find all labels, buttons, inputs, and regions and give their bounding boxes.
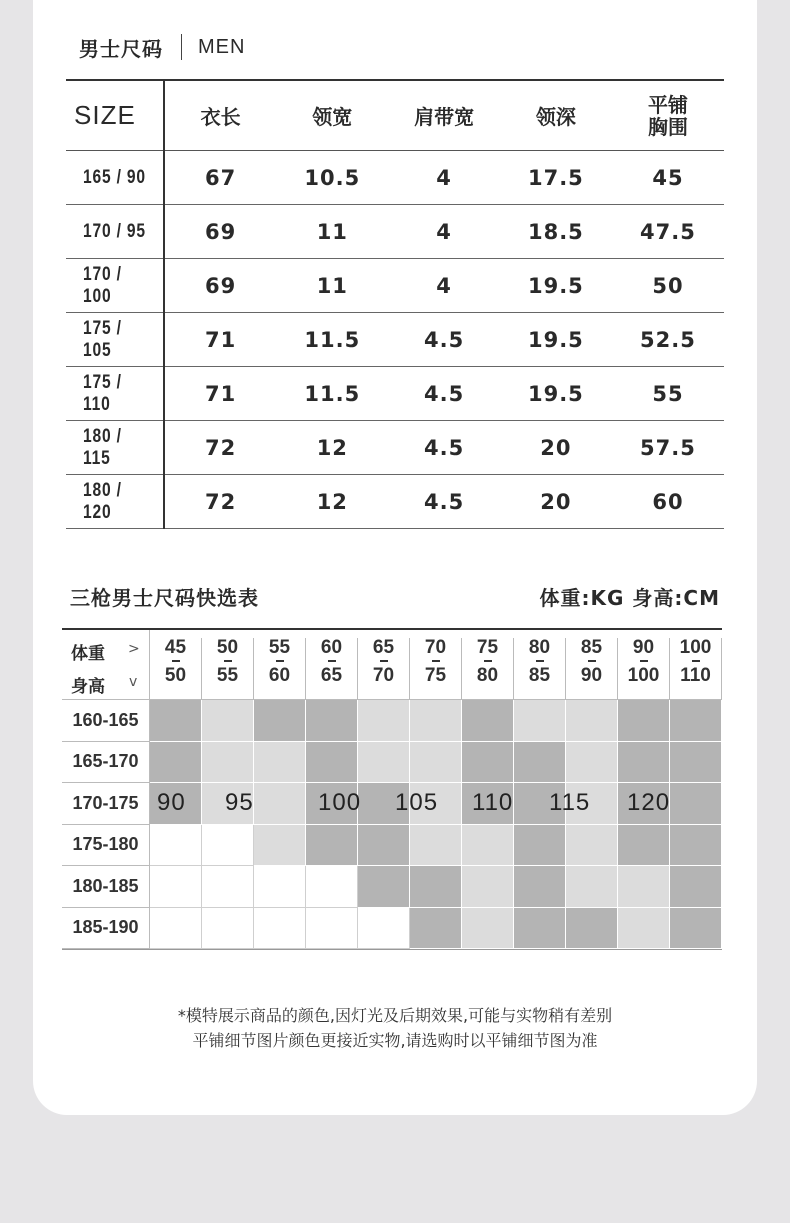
range-dash [224,660,232,662]
size-zone-cell [254,866,306,908]
measurement-cell: 4.5 [388,421,500,475]
size-zone-cell [358,908,410,950]
size-chart-title: 男士尺码 [79,36,163,61]
measurement-cell: 12 [276,475,388,529]
weight-min: 85 [580,637,603,658]
measurement-cell: 19.5 [500,259,612,313]
size-label-cell: 165 / 90 [75,151,155,205]
height-range-label: 165-170 [62,742,150,784]
size-zone-cell [150,825,202,867]
weight-max: 75 [424,665,447,686]
header-chest-line2: 胸围 [647,114,688,139]
size-label-cell: 175 / 110 [75,367,155,421]
weight-min: 75 [476,637,499,658]
weight-range-header [306,638,358,700]
size-zone-cell [410,742,462,784]
weight-max: 85 [528,665,551,686]
measurement-cell: 71 [164,367,276,421]
measurement-cell: 20 [500,475,612,529]
size-zone-cell [514,866,566,908]
size-zone-cell [462,742,514,784]
size-zone-cell [254,783,306,825]
recommended-size-label: 105 [395,789,439,816]
weight-min: 65 [372,637,395,658]
measurement-cell: 11.5 [276,313,388,367]
range-dash [692,660,700,662]
size-zone-cell [306,908,358,950]
height-range-label: 160-165 [62,700,150,742]
size-zone-cell [462,825,514,867]
weight-max: 90 [580,665,603,686]
size-zone-cell [462,908,514,950]
size-zone-cell [462,866,514,908]
weight-range-header [254,638,306,700]
size-zone-cell [410,908,462,950]
measurement-cell: 19.5 [500,367,612,421]
height-range-label: 170-175 [62,783,150,825]
size-zone-cell [566,908,618,950]
size-zone-cell [566,742,618,784]
weight-range-header [566,638,618,700]
size-label-cell: 180 / 115 [75,421,155,475]
quick-chart-units: 体重:KG 身高:CM [539,586,720,610]
range-dash [536,660,544,662]
size-zone-cell [150,866,202,908]
size-row [66,475,724,529]
measurement-cell: 52.5 [612,313,724,367]
measurement-cell: 20 [500,421,612,475]
weight-min: 50 [216,637,239,658]
measurement-cell: 4.5 [388,313,500,367]
size-zone-cell [150,700,202,742]
measurement-cell: 12 [276,421,388,475]
measurement-cell: 4 [388,259,500,313]
size-label-cell: 170 / 95 [75,205,155,259]
size-row [66,313,724,367]
size-zone-cell [566,700,618,742]
grid-top-rule [62,628,722,630]
header-strap-width: 肩带宽 [388,80,500,151]
recommended-size-label: 120 [627,789,671,816]
measurement-cell: 69 [164,205,276,259]
size-zone-cell [410,700,462,742]
size-zone-cell [358,700,410,742]
weight-max: 50 [164,665,187,686]
note-line-2: 平铺细节图片颜色更接近实物,请选购时以平铺细节图为准 [192,1031,598,1050]
size-zone-cell [358,742,410,784]
header-chest-line1: 平铺 [647,92,688,117]
range-dash [380,660,388,662]
measurement-cell: 19.5 [500,313,612,367]
measurement-cell: 4.5 [388,367,500,421]
measurement-cell: 55 [612,367,724,421]
header-neck-width: 领宽 [276,80,388,151]
corner-height-label: 身高 [71,677,105,697]
height-range-label: 180-185 [62,866,150,908]
size-zone-cell [670,742,722,784]
size-label-cell: 175 / 105 [75,313,155,367]
size-row [66,151,724,205]
measurement-cell: 72 [164,421,276,475]
size-zone-cell [150,742,202,784]
size-row [66,205,724,259]
weight-max: 65 [320,665,343,686]
recommended-size-label: 95 [225,789,254,816]
grid-bottom-rule [62,949,722,950]
weight-min: 70 [424,637,447,658]
grid-corner [62,630,150,700]
weight-max: 100 [627,665,660,686]
size-zone-cell [618,866,670,908]
size-zone-cell [462,700,514,742]
recommended-size-label: 115 [549,789,591,816]
size-zone-cell [514,825,566,867]
size-zone-cell [566,825,618,867]
weight-range-header [514,638,566,700]
measurement-cell: 10.5 [276,151,388,205]
title-divider [181,34,182,60]
size-zone-cell [150,908,202,950]
measurement-cell: 72 [164,475,276,529]
height-range-label: 175-180 [62,825,150,867]
measurement-cell: 11.5 [276,367,388,421]
size-zone-cell [306,700,358,742]
size-zone-cell [306,825,358,867]
size-zone-cell [202,908,254,950]
recommended-size-label: 100 [318,789,362,816]
size-zone-cell [202,742,254,784]
size-label-cell: 170 / 100 [75,259,155,313]
weight-range-header [150,638,202,700]
size-zone-cell [306,742,358,784]
size-label-cell: 180 / 120 [75,475,155,529]
measurement-cell: 18.5 [500,205,612,259]
weight-max: 55 [216,665,239,686]
measurement-cell: 69 [164,259,276,313]
measurement-cell: 47.5 [612,205,724,259]
size-chart-title-en: MEN [198,35,246,58]
weight-range-header [618,638,670,700]
size-zone-cell [618,742,670,784]
size-zone-cell [254,700,306,742]
size-zone-cell [566,866,618,908]
measurement-cell: 57.5 [612,421,724,475]
height-range-label: 185-190 [62,908,150,950]
range-dash [640,660,648,662]
size-zone-cell [670,825,722,867]
size-zone-cell [254,742,306,784]
size-table [66,79,724,529]
weight-range-header [462,638,514,700]
corner-weight-label: 体重 [71,644,105,664]
recommended-size-label: 90 [157,789,186,816]
measurement-cell: 11 [276,259,388,313]
down-arrow-icon: v [129,674,138,690]
size-zone-cell [254,825,306,867]
quick-chart-title: 三枪男士尺码快选表 [70,586,259,610]
measurement-cell: 4 [388,151,500,205]
right-arrow-icon: > [128,641,140,657]
range-dash [172,660,180,662]
size-row [66,259,724,313]
weight-max: 70 [372,665,395,686]
header-size: SIZE [66,80,164,151]
weight-min: 45 [164,637,187,658]
size-row [66,367,724,421]
header-neck-depth: 领深 [500,80,612,151]
measurement-cell: 17.5 [500,151,612,205]
measurement-cell: 60 [612,475,724,529]
size-zone-cell [618,908,670,950]
size-zone-cell [202,825,254,867]
size-zone-cell [202,700,254,742]
size-zone-cell [618,700,670,742]
range-dash [484,660,492,662]
weight-range-header [202,638,254,700]
measurement-cell: 4 [388,205,500,259]
range-dash [276,660,284,662]
weight-max: 60 [268,665,291,686]
measurement-cell: 11 [276,205,388,259]
size-zone-cell [514,742,566,784]
size-zone-cell [202,866,254,908]
weight-range-header [410,638,462,700]
weight-max: 110 [680,665,711,686]
size-table-body [66,151,724,529]
range-dash [328,660,336,662]
size-zone-cell [306,866,358,908]
size-zone-cell [670,783,722,825]
measurement-cell: 71 [164,313,276,367]
weight-min: 80 [528,637,551,658]
size-row [66,421,724,475]
measurement-cell: 45 [612,151,724,205]
size-zone-cell [514,700,566,742]
weight-min: 60 [320,637,343,658]
size-zone-cell [358,825,410,867]
range-dash [588,660,596,662]
size-zone-cell [670,700,722,742]
weight-max: 80 [476,665,499,686]
size-zone-cell [670,866,722,908]
header-chest [612,80,724,151]
header-length: 衣长 [164,80,276,151]
size-zone-cell [670,908,722,950]
size-zone-cell [358,866,410,908]
size-zone-cell [618,825,670,867]
measurement-cell: 67 [164,151,276,205]
size-zone-cell [254,908,306,950]
size-zone-cell [514,908,566,950]
size-zone-cell [410,825,462,867]
weight-min: 100 [679,637,712,658]
measurement-cell: 50 [612,259,724,313]
weight-min: 55 [268,637,291,658]
quick-size-grid [62,628,722,950]
weight-range-header [670,638,722,700]
weight-range-header [358,638,410,700]
weight-min: 90 [632,637,655,658]
note-line-1: *模特展示商品的颜色,因灯光及后期效果,可能与实物稍有差别 [177,1006,613,1025]
range-dash [432,660,440,662]
recommended-size-label: 110 [472,789,514,816]
measurement-cell: 4.5 [388,475,500,529]
size-table-header [66,80,724,151]
size-zone-cell [410,866,462,908]
size-chart-heading [79,30,245,64]
